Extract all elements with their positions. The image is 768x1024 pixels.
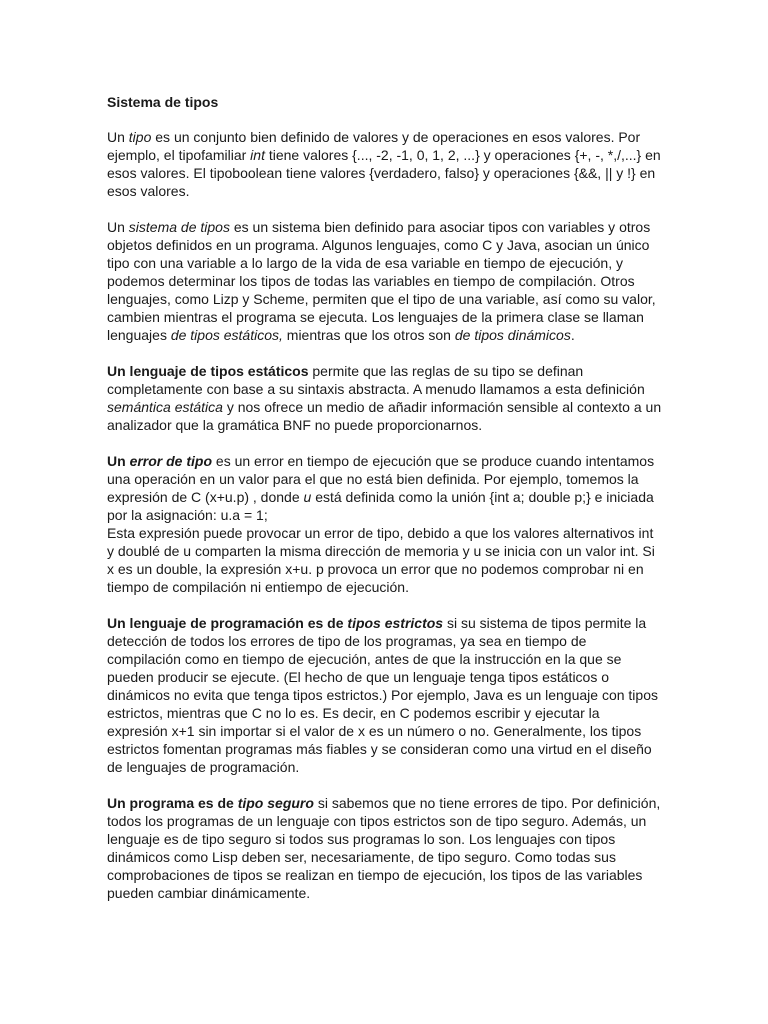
italic-term-sistema-de-tipos: sistema de tipos — [128, 219, 230, 235]
italic-term-tipo: tipo — [128, 129, 152, 145]
text-run: si sabemos que no tiene errores de tipo. Por definición, todos los programas de un lenguaje con tipos estrictos son de tipo seguro. Además, un lenguaje es de tipo seguro si todos sus programas lo son. Los lenguajes con tipos dinámicos como Lisp deben ser, necesariamente, de tipo seguro. Como todas sus comprobaciones de tipos se realizan en tiempo de ejecución, los tipos de las variables pueden cambiar dinámicamente. — [107, 795, 661, 901]
bold-italic-term-tipos-estrictos: tipos estrictos — [347, 615, 444, 631]
paragraph-sistema-de-tipos — [107, 218, 663, 344]
italic-term-int: int — [250, 147, 265, 163]
italic-term-u: u — [303, 489, 312, 505]
bold-italic-term-tipo-seguro: tipo seguro — [237, 795, 314, 811]
document-page — [107, 93, 663, 920]
paragraph-tipo — [107, 128, 663, 200]
bold-term-lenguaje-programacion: Un lenguaje de programación es de — [107, 615, 348, 631]
italic-term-semantica-estatica: semántica estática — [107, 399, 223, 415]
italic-term-tipos-estaticos: de tipos estáticos, — [170, 327, 283, 343]
bold-term-lenguaje-tipos-estaticos: Un lenguaje de tipos estáticos — [107, 363, 309, 379]
text-run: permite que las reglas de su tipo se definan completamente con base a su sintaxis abstracta. A menudo llamamos a esta definición — [107, 363, 645, 397]
text-run: Un — [107, 129, 129, 145]
text-run: es un sistema bien definido para asociar tipos con variables y otros objetos definidos en un programa. Algunos lenguajes, como C y Java, asocian un único tipo con una variable a lo largo de la vida de esa variable en tiempo de ejecución, y podemos determinar los tipos de todas las variables en tiempo de compilación. Otros lenguajes, como Lizp y Scheme, permiten que el tipo de una variable, así como su valor, cambien mientras el programa se ejecuta. Los lenguajes de la primera clase se llaman lenguajes — [107, 219, 656, 343]
paragraph-error-de-tipo — [107, 452, 663, 524]
bold-term-programa: Un programa es de — [107, 795, 238, 811]
paragraph-expresion-error: Esta expresión puede provocar un error de tipo, debido a que los valores alternativos int y doublé de u comparten la misma dirección de memoria y u se inicia con un valor int. Si x es un double, la expresión x+u. p provoca un error que no podemos comprobar ni en tiempo de compilación ni entiempo de ejecución. — [107, 525, 655, 595]
italic-term-tipos-dinamicos: de tipos dinámicos — [454, 327, 571, 343]
text-run: está definida como la unión {int a; double p;} e iniciada por la asignación: u.a = 1; — [107, 489, 654, 523]
paragraph-tipos-estaticos — [107, 362, 663, 434]
text-run: y nos ofrece un medio de añadir información sensible al contexto a un analizador que la gramática BNF no puede proporcionarnos. — [107, 399, 662, 433]
text-run: tiene valores {..., -2, -1, 0, 1, 2, ...} y operaciones {+, -, *,/,...} en esos valores. El tipoboolean tiene valores {verdadero, falso} y operaciones {&&, || y !} en esos valores. — [107, 147, 661, 199]
text-run: si su sistema de tipos permite la detección de todos los errores de tipo de los programas, ya sea en tiempo de compilación como en tiempo de ejecución, antes de que la instrucción en la que se pueden producir se ejecute. (El hecho de que un lenguaje tenga tipos estáticos o dinámicos no evita que tenga tipos estrictos.) Por ejemplo, Java es un lenguaje con tipos estrictos, mientras que C no lo es. Es decir, en C podemos escribir y ejecutar la expresión x+1 sin importar si el valor de x es un número o no. Generalmente, los tipos estrictos fomentan programas más fiables y se consideran como una virtud en el diseño de lenguajes de programación. — [107, 615, 658, 775]
bold-term-un: Un — [107, 453, 130, 469]
text-run: es un conjunto bien definido de valores y de operaciones en esos valores. Por ejemplo, el tipofamiliar — [107, 129, 641, 163]
text-run: Un — [107, 219, 129, 235]
text-run: es un error en tiempo de ejecución que se produce cuando intentamos una operación en un valor para el que no está bien definida. Por ejemplo, tomemos la expresión de C (x+u.p) , donde — [107, 453, 655, 505]
text-run: mientras que los otros son — [282, 327, 455, 343]
document-title: Sistema de tipos — [107, 94, 219, 110]
text-run: . — [570, 327, 575, 343]
paragraph-tipo-seguro — [107, 794, 663, 902]
paragraph-tipos-estrictos — [107, 614, 663, 776]
bold-italic-term-error-de-tipo: error de tipo — [129, 453, 213, 469]
